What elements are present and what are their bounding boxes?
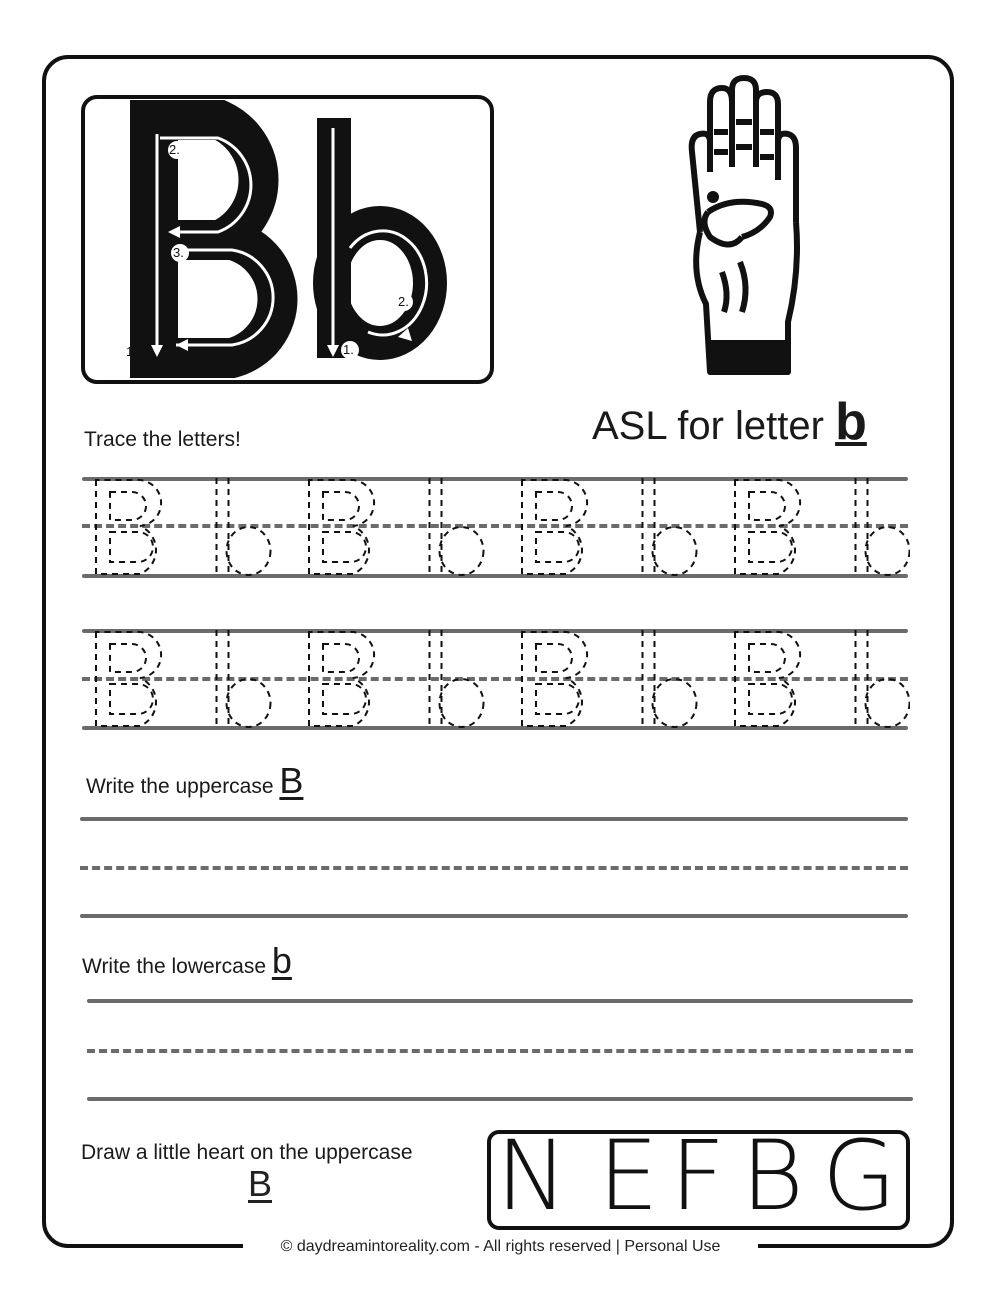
- trace-letter[interactable]: [430, 630, 484, 727]
- trace-letter[interactable]: [96, 480, 161, 574]
- uppercase-label-letter: B: [279, 760, 304, 801]
- lowercase-top-line[interactable]: [87, 999, 913, 1003]
- uppercase-mid-line[interactable]: [80, 866, 908, 870]
- trace-letter[interactable]: [735, 632, 800, 726]
- uppercase-label-text: Write the uppercase: [86, 775, 280, 798]
- lowercase-label-text: Write the lowercase: [82, 955, 272, 978]
- trace-letter[interactable]: [522, 480, 587, 574]
- trace-letter[interactable]: [735, 480, 800, 574]
- stroke-number: 2.: [169, 142, 180, 157]
- lowercase-mid-line[interactable]: [87, 1049, 913, 1053]
- letter-display-graphic: [85, 99, 490, 380]
- lowercase-letter-graphic: [317, 118, 430, 358]
- trace-row-2: [82, 626, 910, 732]
- trace-letter[interactable]: [856, 478, 910, 575]
- footer-copyright: © daydreamintoreality.com - All rights reserved | Personal Use: [243, 1234, 758, 1260]
- trace-letter[interactable]: [309, 632, 374, 726]
- uppercase-top-line[interactable]: [80, 817, 908, 821]
- trace-row-1: [82, 474, 910, 580]
- trace-letter[interactable]: [217, 630, 271, 727]
- stroke-number: 3.: [173, 245, 184, 260]
- asl-caption-letter: b: [835, 393, 867, 451]
- heart-label-letter: B: [248, 1163, 273, 1204]
- heart-label: Draw a little heart on the uppercase: [81, 1141, 413, 1164]
- choice-letter[interactable]: E: [598, 1120, 659, 1232]
- choice-letter[interactable]: B: [741, 1120, 804, 1232]
- uppercase-label: [86, 760, 303, 802]
- uppercase-base-line[interactable]: [80, 914, 908, 918]
- trace-letter[interactable]: [430, 478, 484, 575]
- asl-caption-text: ASL for letter: [592, 404, 836, 448]
- choice-letter[interactable]: N: [496, 1120, 568, 1232]
- stroke-number: 1.: [126, 344, 137, 359]
- trace-label: Trace the letters!: [84, 428, 241, 451]
- trace-letter[interactable]: [522, 632, 587, 726]
- trace-letter[interactable]: [856, 630, 910, 727]
- trace-letter[interactable]: [217, 478, 271, 575]
- stroke-number: 2.: [398, 294, 409, 309]
- stroke-number: 1.: [343, 342, 354, 357]
- choice-letter[interactable]: G: [822, 1120, 897, 1232]
- trace-letter[interactable]: [309, 480, 374, 574]
- trace-letter[interactable]: [643, 630, 697, 727]
- asl-hand-b-icon: [670, 72, 810, 384]
- choice-letter[interactable]: F: [670, 1120, 726, 1232]
- trace-letter[interactable]: [96, 632, 161, 726]
- lowercase-label: [82, 940, 292, 982]
- lowercase-label-letter: b: [271, 940, 292, 981]
- trace-letter[interactable]: [643, 478, 697, 575]
- uppercase-letter-graphic: [136, 120, 278, 358]
- asl-caption: [592, 392, 867, 452]
- lowercase-base-line[interactable]: [87, 1097, 913, 1101]
